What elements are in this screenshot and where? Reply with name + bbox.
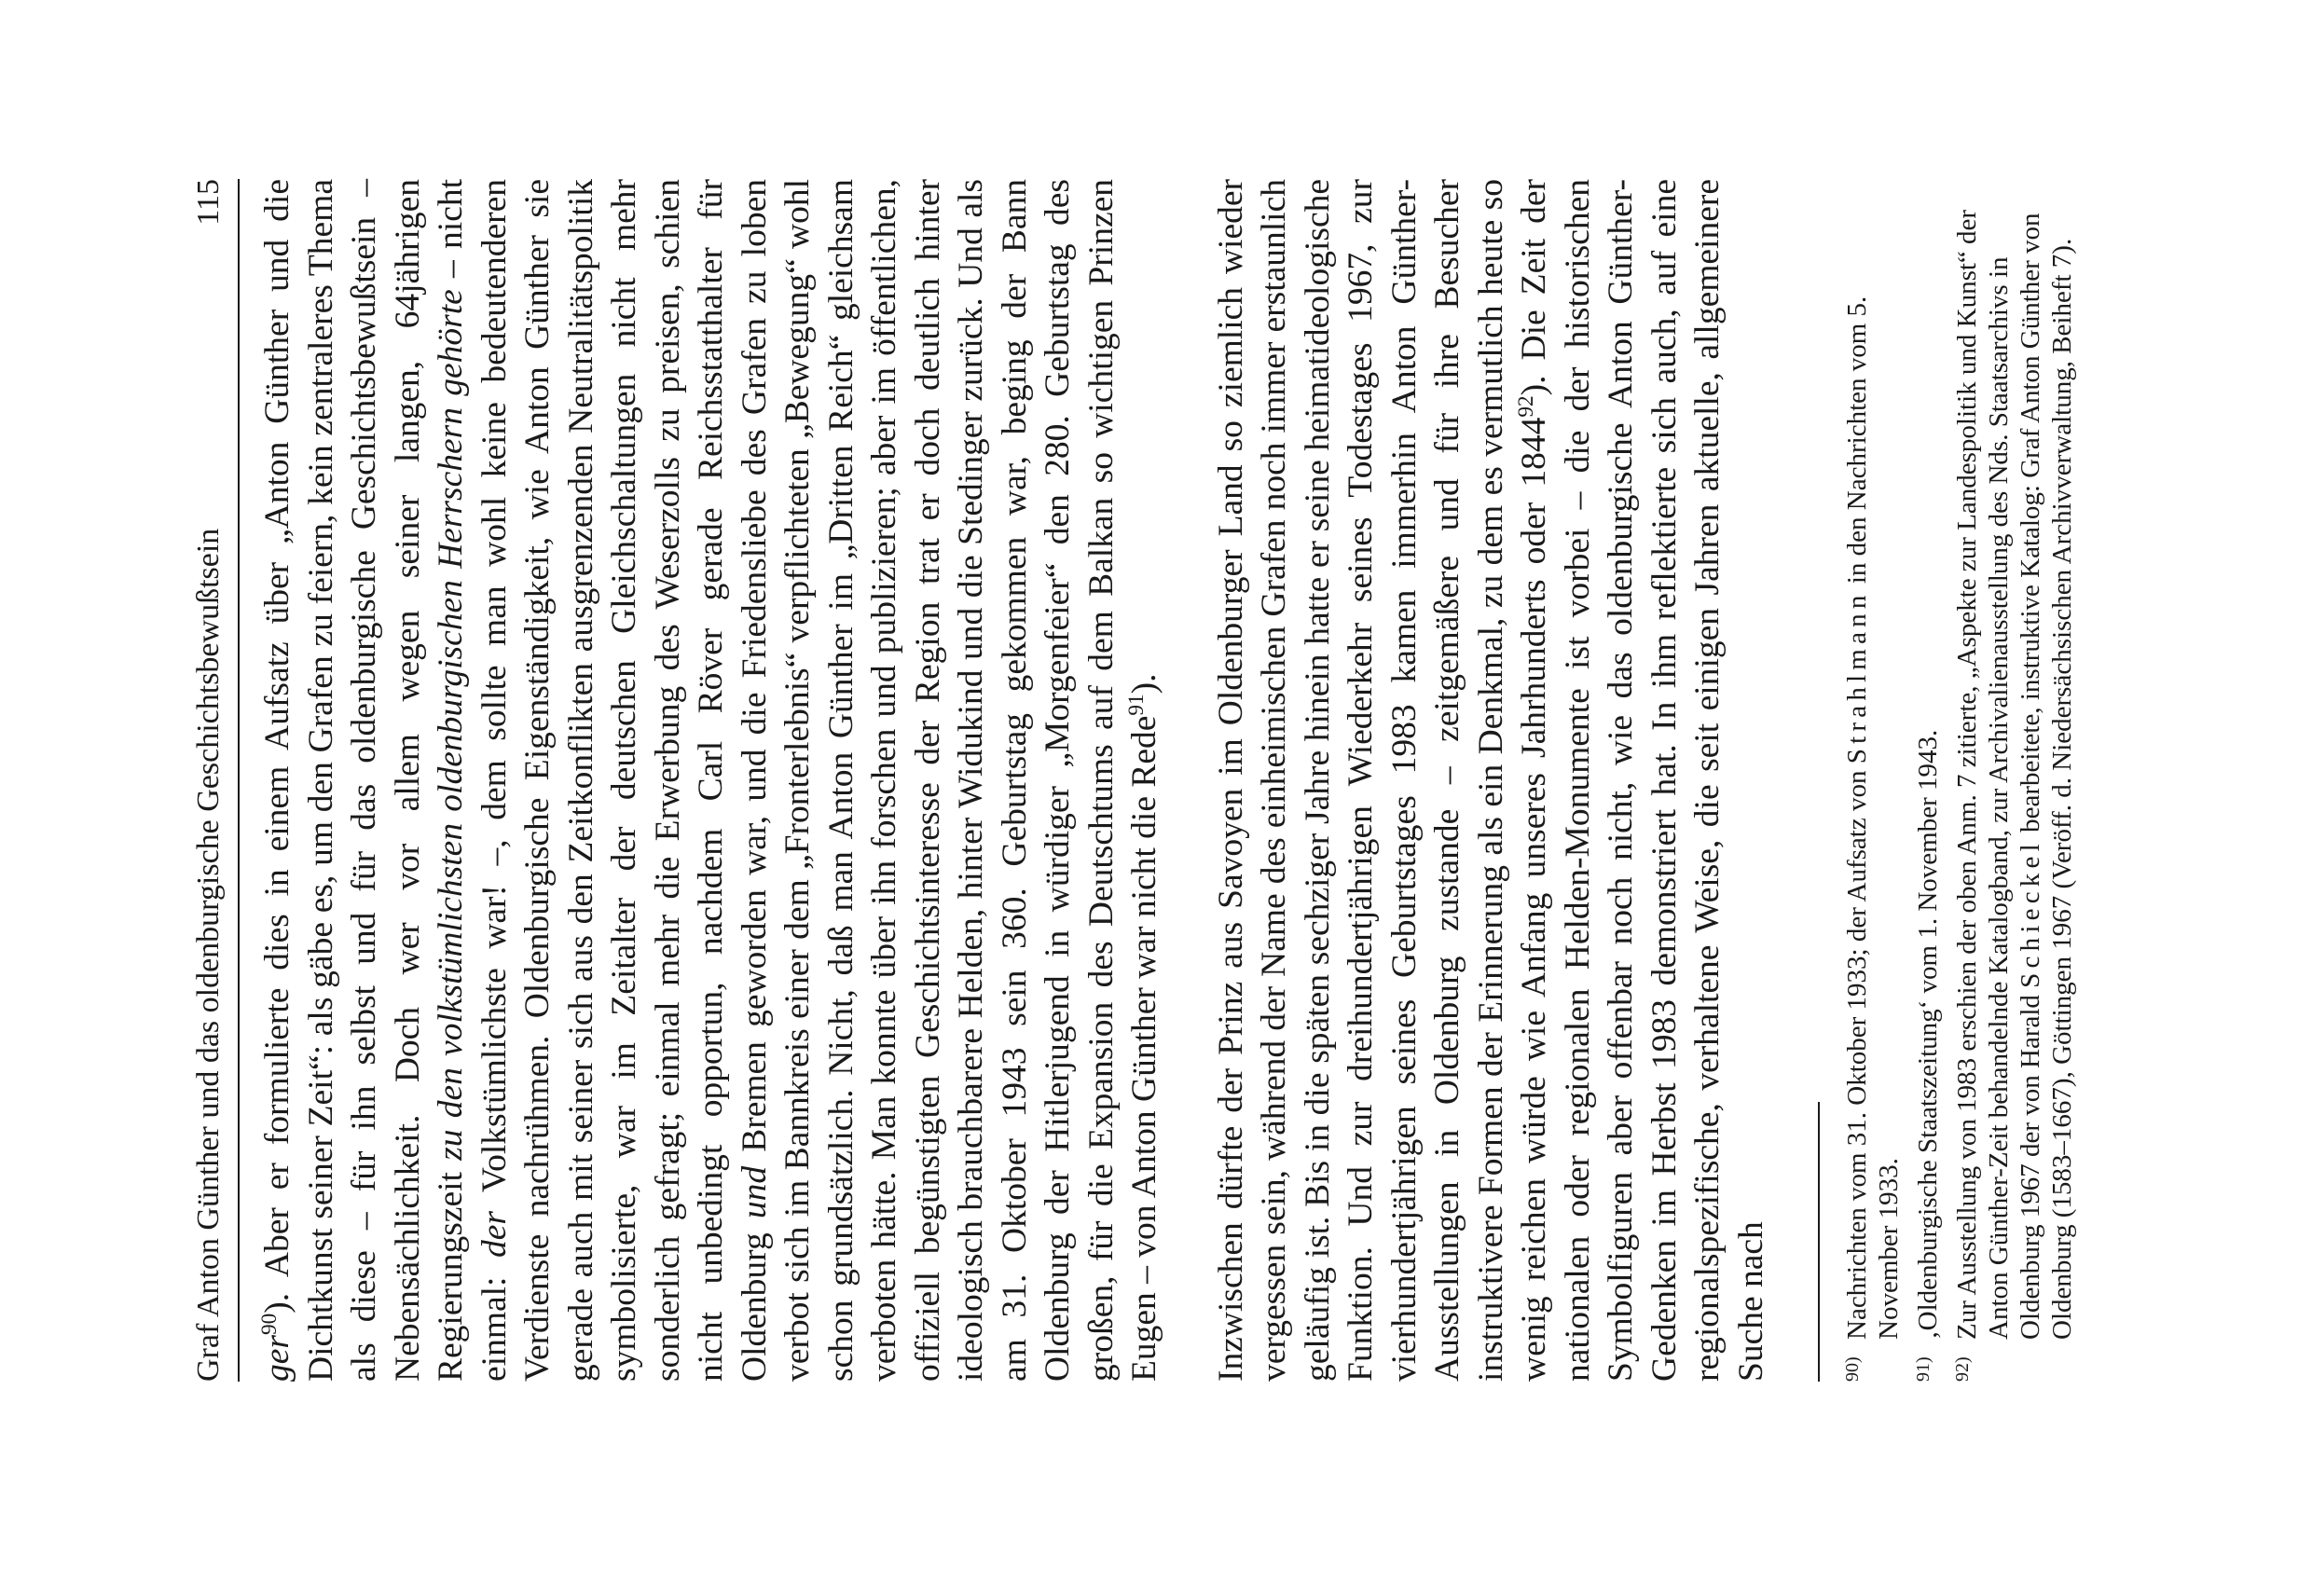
- text-italic: der: [475, 1211, 514, 1259]
- footnote-91: [1912, 179, 1944, 1382]
- text-italic: zu den volkstümlichsten oldenburgischen Herrschern gehörte: [432, 289, 470, 1161]
- text: ). Die Zeit der nationalen oder regionalen Helden-Monumente ist vorbei – die der historischen Symbolfiguren aber offenbar noch nicht, wie das oldenburgische Anton Günther-Gedenken im Herbst 1983 demonstriert hat. In ihm reflektierte sich auch, auf eine regionalspezifische, verhaltene Weise, die seit einigen Jahren aktuelle, allgemeinere Suche nach: [1515, 179, 1770, 1382]
- body-text: [256, 179, 1773, 1382]
- text: – nicht einmal:: [432, 178, 514, 1382]
- text: Inzwischen dürfte der Prinz aus Savoyen im Oldenburger Land so ziemlich wieder vergessen sein, während der Name des einheimischen Grafen noch immer erstaunlich geläufig ist. Bis in die späten sechziger Jahre hinein hatte er seine heimatideologische Funktion. Und zur dreihundertjährigen Wiederkehr seines Todestages 1967, zur vierhundertjährigen seines Geburtstages 1983 kamen immerhin Anton Günther-Ausstellungen in Oldenburg zustande – zeitgemäßere und für ihre Besucher instruktivere Formen der Erinnerung als ein Denkmal, zu dem es vermutlich heute so wenig reichen würde wie Anfang unseres Jahrhunderts oder 1844: [1211, 179, 1553, 1382]
- footnote-text: in den Nachrichten vom 5. November 1933.: [1842, 296, 1904, 1340]
- text: ). Aber er formulierte dies in einem Aufsatz über „Anton Günther und die Dichtkunst seiner Zeit“: als gäbe es, um den Grafen zu feiern, kein zentraleres Thema als diese – für ihn selbst und für das oldenburgische Geschichtsbewußtsein – Nebensächlichkeit. Doch wer vor allem wegen seiner langen, 64jährigen Regierungszeit: [258, 179, 470, 1382]
- footnote-text: ‚Oldenburgische Staatszeitung‘ vom 1. November 1943.: [1913, 729, 1943, 1340]
- footnote-ref-91: 91: [1124, 694, 1149, 716]
- footnote-number: 92): [1952, 1356, 1973, 1382]
- footnotes: [1841, 179, 2085, 1382]
- paragraph-1: [256, 179, 1167, 1382]
- running-header-title: Graf Anton Günther und das oldenburgische Geschichtsbewußtsein: [191, 528, 226, 1382]
- footnote-number: 91): [1913, 1356, 1934, 1382]
- text-italic: und: [735, 1165, 774, 1219]
- footnote-author: Schieckel: [2016, 839, 2045, 988]
- footnote-text: Zur Ausstellung von 1983 erschien der oben Anm. 7 zitierte, „Aspekte zur Landespolitik und Kunst“ der Anton Günther-Zeit behandelnde Katalogband, zur Archivalienausstellung des Nds. Staatsarchivs in Oldenburg 1967 der von Harald: [1952, 209, 2045, 1340]
- page-number: 115: [191, 179, 226, 226]
- paragraph-2: [1210, 179, 1774, 1382]
- footnote-author: Strahlmann: [1842, 590, 1872, 764]
- footnote-text: bearbeitete, instruktive Katalog: Graf Anton Günther von Oldenburg (1583–1667), Göttingen 1967 (Veröff. d. Niedersächsischen Archivverwaltung, Beiheft 7).: [2016, 213, 2077, 1340]
- text: ).: [1125, 673, 1163, 695]
- text-italic: ger: [258, 1335, 296, 1382]
- footnote-text: Nachrichten vom 31. Oktober 1933; der Aufsatz von: [1842, 764, 1872, 1340]
- running-header: [191, 179, 240, 1382]
- footnote-ref-92: 92: [1514, 395, 1539, 418]
- footnote-ref-90: 90: [257, 1313, 282, 1335]
- footnote-92: [1951, 179, 2078, 1382]
- footnote-90: [1841, 179, 1905, 1382]
- footnote-rule: [1818, 1102, 1820, 1382]
- footnote-number: 90): [1842, 1356, 1863, 1382]
- text: Bremen geworden war, und die Friedensliebe des Grafen zu loben verbot sich im Bannkreis einer dem „Fronterlebnis“ verpflichteten „Bewegung“ wohl schon grundsätzlich. Nicht, daß man Anton Günther im „Dritten Reich“ gleichsam verboten hätte. Man konnte über ihn forschen und publizieren; aber im öffentlichen, offiziell begünstigten Geschichtsinteresse der Region trat er doch deutlich hinter ideologisch brauchbarere Helden, hinter Widukind und die Stedinger zurück. Und als am 31. Oktober 1943 sein 360. Geburtstag gekommen war, beging der Bann Oldenburg der Hitlerjugend in würdiger „Morgenfeier“ den 280. Geburtstag des großen, für die Expansion des Deutschtums auf dem Balkan so wichtigen Prinzen Eugen – von Anton Günther war nicht die Rede: [735, 179, 1163, 1382]
- text: Volkstümlichste war! –, dem sollte man wohl keine bedeutenderen Verdienste nachrühmen. Oldenburgische Eigenständigkeit, wie Anton Günther sie gerade auch mit seiner sich aus den Zeitkonflikten ausgrenzenden Neutralitätspolitik symbolisierte, war im Zeitalter der deutschen Gleichschaltungen nicht mehr sonderlich gefragt; einmal mehr die Erwerbung des Weserzolls zu preisen, schien nicht unbedingt opportun, nachdem Carl Röver gerade Reichsstatthalter für Oldenburg: [475, 179, 774, 1382]
